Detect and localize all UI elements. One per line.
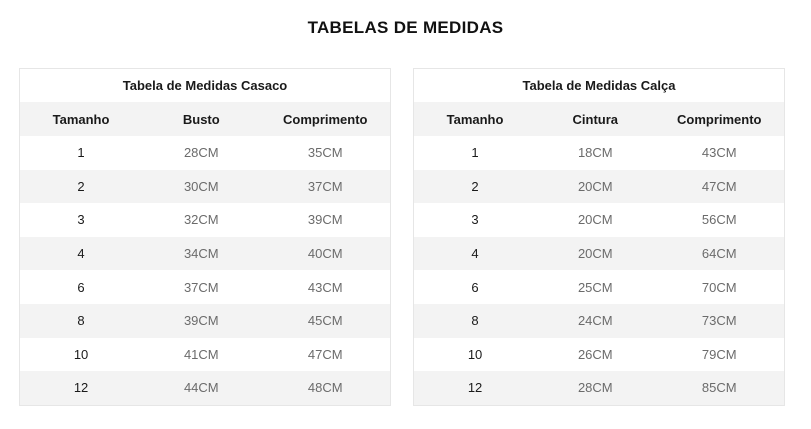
table-row (414, 304, 784, 338)
column-header-tamanho: Tamanho (20, 102, 142, 136)
table-row (414, 237, 784, 271)
table-row (414, 203, 784, 237)
measure-cell: 24CM (536, 304, 654, 338)
table-row (20, 338, 390, 372)
measure-cell: 20CM (577, 212, 613, 228)
length-cell: 47CM (654, 170, 784, 204)
length-cell: 73CM (654, 304, 784, 338)
size-cell: 6 (77, 279, 85, 295)
size-cell: 8 (414, 304, 536, 338)
measure-cell: 25CM (577, 279, 613, 295)
length-cell: 79CM (701, 346, 737, 362)
size-cell: 3 (471, 212, 479, 228)
size-cell: 12 (414, 371, 536, 405)
measure-cell: 18CM (577, 145, 613, 161)
size-cell: 2 (414, 170, 536, 204)
page-title: TABELAS DE MEDIDAS (307, 18, 504, 37)
length-cell: 64CM (654, 237, 784, 271)
calca-table (414, 69, 784, 405)
length-cell: 43CM (701, 145, 737, 161)
calca-caption: Tabela de Medidas Calça (414, 69, 784, 102)
length-cell: 47CM (307, 346, 343, 362)
calca-table-body (414, 136, 784, 405)
length-cell: 39CM (307, 212, 343, 228)
table-row (20, 203, 390, 237)
measure-cell: 39CM (142, 304, 260, 338)
size-cell: 4 (414, 237, 536, 271)
size-cell: 1 (77, 145, 85, 161)
length-cell: 43CM (307, 279, 343, 295)
size-cell: 2 (20, 170, 142, 204)
column-header-comprimento: Comprimento (260, 102, 390, 136)
measure-cell: 20CM (536, 170, 654, 204)
length-cell: 48CM (260, 371, 390, 405)
casaco-table-body (20, 136, 390, 405)
length-cell: 70CM (701, 279, 737, 295)
column-header-tamanho: Tamanho (414, 102, 536, 136)
size-cell: 1 (471, 145, 479, 161)
table-row (414, 136, 784, 170)
measure-cell: 32CM (183, 212, 219, 228)
table-row (20, 237, 390, 271)
measure-cell: 28CM (183, 145, 219, 161)
length-cell: 45CM (260, 304, 390, 338)
calca-caption-row (414, 69, 784, 102)
casaco-table (20, 69, 390, 405)
measure-cell: 20CM (536, 237, 654, 271)
casaco-size-table (19, 68, 391, 406)
measure-cell: 41CM (183, 346, 219, 362)
table-row (20, 270, 390, 304)
calca-size-table (413, 68, 785, 406)
casaco-caption: Tabela de Medidas Casaco (20, 69, 390, 102)
casaco-caption-row (20, 69, 390, 102)
length-cell: 85CM (654, 371, 784, 405)
table-row (20, 371, 390, 405)
measure-cell: 37CM (183, 279, 219, 295)
size-cell: 8 (20, 304, 142, 338)
column-header-busto: Busto (142, 102, 260, 136)
table-row (414, 371, 784, 405)
size-cell: 12 (20, 371, 142, 405)
table-row (414, 270, 784, 304)
length-cell: 56CM (701, 212, 737, 228)
column-header-cintura: Cintura (536, 102, 654, 136)
table-row (20, 136, 390, 170)
length-cell: 40CM (260, 237, 390, 271)
calca-header-row (414, 102, 784, 136)
length-cell: 35CM (307, 145, 343, 161)
table-row (20, 304, 390, 338)
length-cell: 37CM (260, 170, 390, 204)
size-cell: 3 (77, 212, 85, 228)
size-cell: 6 (471, 279, 479, 295)
casaco-header-row (20, 102, 390, 136)
table-row (20, 170, 390, 204)
measure-cell: 34CM (142, 237, 260, 271)
size-cell: 10 (73, 346, 89, 362)
measure-cell: 44CM (142, 371, 260, 405)
measure-cell: 26CM (577, 346, 613, 362)
size-cell: 10 (467, 346, 483, 362)
measure-cell: 28CM (536, 371, 654, 405)
table-row (414, 338, 784, 372)
measure-cell: 30CM (142, 170, 260, 204)
column-header-comprimento: Comprimento (654, 102, 784, 136)
size-cell: 4 (20, 237, 142, 271)
table-row (414, 170, 784, 204)
